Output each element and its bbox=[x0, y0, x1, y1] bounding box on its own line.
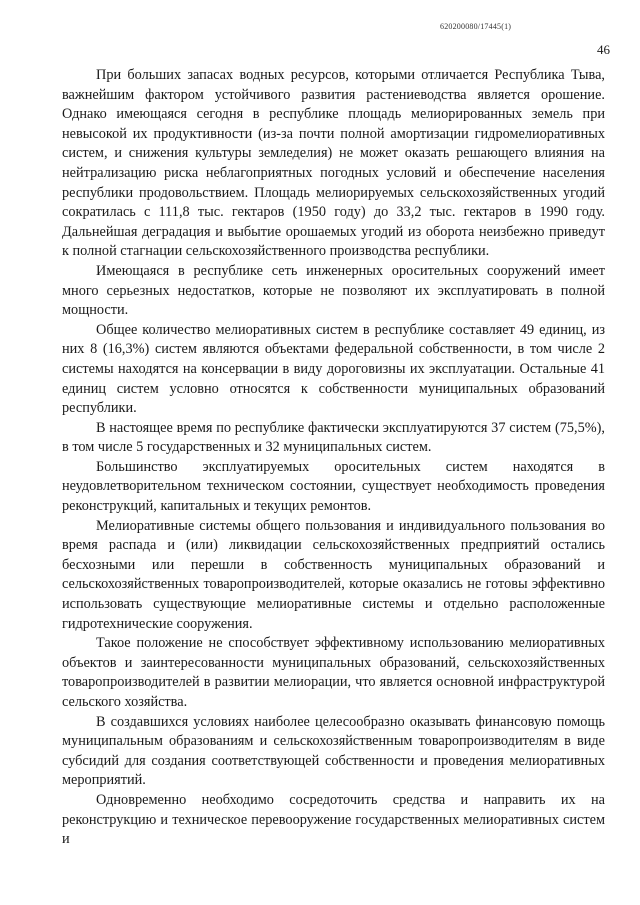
paragraph-irrigation-overview: При больших запасах водных ресурсов, которыми отличается Республика Тыва, важнейшим фактором устойчивого развития растениеводства является орошение. Однако имеющаяся сегодня в республике площадь мелиорированных земель при невысокой их продуктивности (из-за почти полной амортизации гидромелиоративных систем, и снижения культуры земледелия) не может оказать решающего влияния на нейтрализацию риска неблагоприятных погодных условий и обеспечение населения республики продовольствием. Площадь мелиорируемых сельскохозяйственных угодий сократилась с 111,8 тыс. гектаров (1950 году) до 33,2 тыс. гектаров в 1990 году. Дальнейшая деградация и выбытие орошаемых угодий из оборота неизбежно приведут к полной стагнации сельскохозяйственного производства республики. bbox=[62, 67, 605, 260]
document-body bbox=[62, 66, 605, 850]
paragraph-reconstruction: Одновременно необходимо сосредоточить средства и направить их на реконструкцию и техническое перевооружение государственных мелиоративных систем и bbox=[62, 791, 605, 848]
paragraph-ownership: Мелиоративные системы общего пользования и индивидуального пользования во время распада и (или) ликвидации сельскохозяйственных предприятий остались бесхозными или перешли в собственность муниципальных образований и сельскохозяйственных товаропроизводителей, которые оказались не готовы эффективно использовать существующие мелиоративные системы и отдельно расположенные гидротехнические сооружения. bbox=[62, 517, 605, 632]
paragraph-network-deficiencies: Имеющаяся в республике сеть инженерных оросительных сооружений имеет много серьезных недостатков, которые не позволяют их эксплуатировать в полной мощности. bbox=[62, 262, 605, 319]
page-number: 46 bbox=[597, 42, 610, 57]
paragraph-technical-state: Большинство эксплуатируемых оросительных систем находятся в неудовлетворительном техническом состоянии, существует необходимость проведения реконструкций, капитальных и текущих ремонтов. bbox=[62, 458, 605, 515]
paragraph-subsidies: В создавшихся условиях наиболее целесообразно оказывать финансовую помощь муниципальным образованиям и сельскохозяйственным товаропроизводителям в виде субсидий для создания соответствующей собственности и проведения мелиоративных мероприятий. bbox=[62, 713, 605, 789]
document-id: 620200080/17445(1) bbox=[440, 22, 512, 31]
paragraph-situation: Такое положение не способствует эффективному использованию мелиоративных объектов и заинтересованности муниципальных образований, сельскохозяйственных товаропроизводителей в развитии мелиорации, что является основной инфраструктурой сельского хозяйства. bbox=[62, 635, 605, 710]
paragraph-operating-systems: В настоящее время по республике фактически эксплуатируются 37 систем (75,5%), в том числе 5 государственных и 32 муниципальных систем. bbox=[62, 419, 605, 456]
paragraph-system-count: Общее количество мелиоративных систем в республике составляет 49 единиц, из них 8 (16,3%) систем являются объектами федеральной собственности, в том числе 2 системы находятся на консервации в виду дороговизны их эксплуатации. Остальные 41 единиц систем условно относятся к собственности муниципальных образований республики. bbox=[62, 321, 605, 417]
